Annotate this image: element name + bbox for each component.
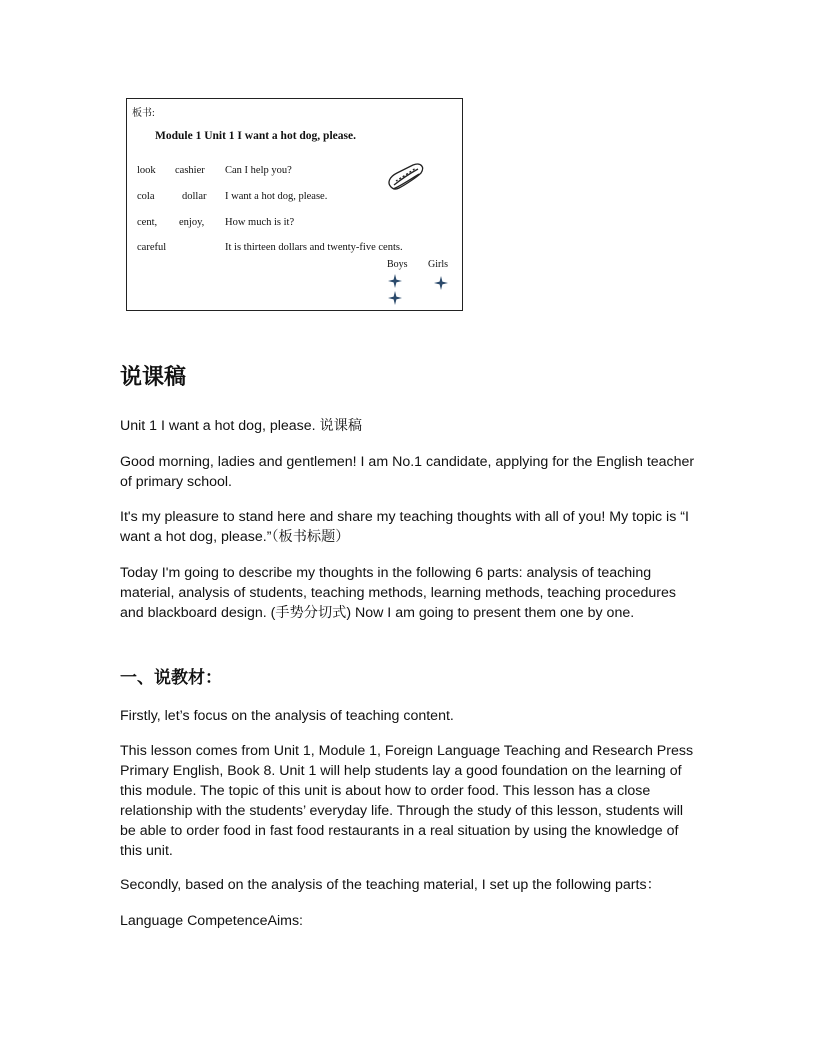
paragraph: It's my pleasure to stand here and share my teaching thoughts with all of you! My topic is “I want a hot dog, please.”（板书标题） bbox=[120, 509, 689, 545]
paragraph: Firstly, let’s focus on the analysis of teaching content. bbox=[120, 708, 454, 724]
boys-star-icon bbox=[388, 274, 402, 288]
vocab-word: look bbox=[137, 165, 156, 176]
key-sentence: Can I help you? bbox=[225, 165, 292, 176]
paragraph: Secondly, based on the analysis of the teaching material, I set up the following parts： bbox=[120, 877, 661, 893]
vocab-word: dollar bbox=[182, 191, 207, 202]
boys-label: Boys bbox=[387, 259, 408, 270]
vocab-word: cashier bbox=[175, 165, 205, 176]
board-label: 板书: bbox=[132, 108, 155, 119]
board-title: Module 1 Unit 1 I want a hot dog, please. bbox=[155, 130, 356, 142]
girls-label: Girls bbox=[428, 259, 448, 270]
vocab-word: careful bbox=[137, 242, 167, 253]
key-sentence: It is thirteen dollars and twenty-five cents. bbox=[225, 242, 403, 253]
paragraph: Today I'm going to describe my thoughts in the following 6 parts: analysis of teaching material, analysis of students, teaching methods, learning methods, teaching procedures and blackboard design. (手势分切式) Now I am going to present them one by one. bbox=[120, 565, 676, 621]
paragraph: Language CompetenceAims: bbox=[120, 913, 303, 929]
vocab-word: enjoy, bbox=[179, 217, 205, 228]
paragraph: Good morning, ladies and gentlemen! I am No.1 candidate, applying for the English teacher of primary school. bbox=[120, 454, 695, 490]
page-title: 说课稿 bbox=[120, 365, 187, 390]
key-sentence: How much is it? bbox=[225, 217, 295, 228]
key-sentence: I want a hot dog, please. bbox=[225, 191, 328, 202]
blackboard-design bbox=[126, 98, 463, 311]
girls-star-icon bbox=[434, 276, 448, 290]
boys-star-icon bbox=[388, 291, 402, 305]
board-row bbox=[127, 217, 462, 231]
vocab-word: cent, bbox=[137, 217, 158, 228]
hot-dog-icon bbox=[385, 161, 425, 195]
vocab-word: cola bbox=[137, 191, 155, 202]
section-heading: 一、说教材： bbox=[120, 668, 222, 688]
board-row bbox=[127, 242, 462, 256]
paragraph: Unit 1 I want a hot dog, please. 说课稿 bbox=[120, 418, 363, 434]
paragraph: This lesson comes from Unit 1, Module 1, Foreign Language Teaching and Research Press Primary English, Book 8. Unit 1 will help students lay a good foundation on the learning of this module. The topic of this unit is about how to order food. This lesson has a close relationship with the students’ everyday life. Through the study of this lesson, students will be able to order food in fast food restaurants in a real situation by using the knowledge of this unit. bbox=[120, 743, 694, 859]
